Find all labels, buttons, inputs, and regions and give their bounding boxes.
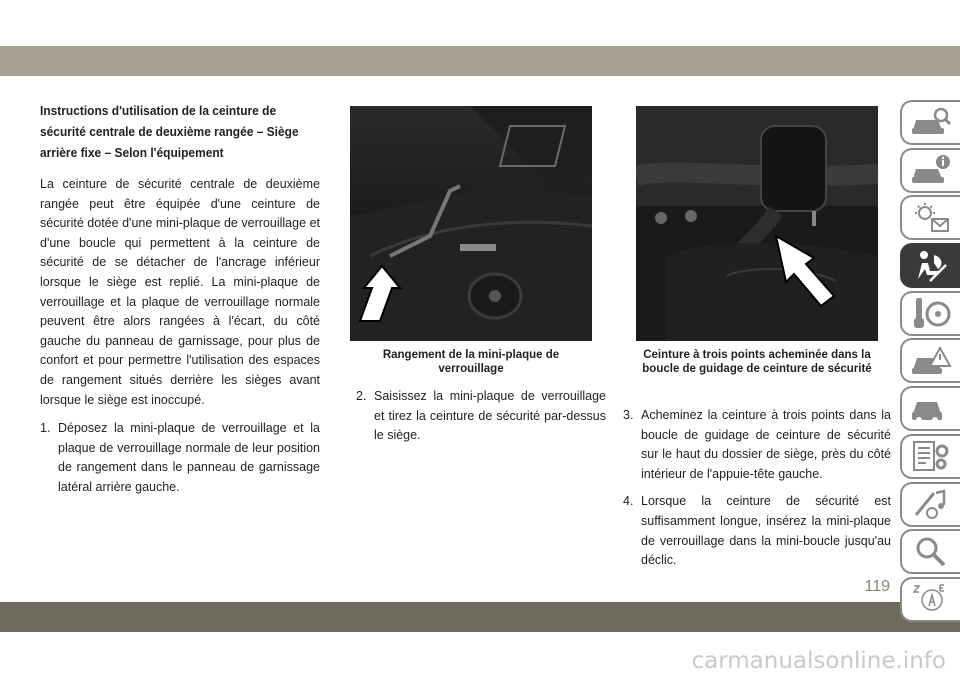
step-text: Acheminez la ceinture à trois points dans la boucle de guidage de ceinture de sécurité sur le haut du dossier de siège, près du côté intérieur de l'appuie-tête gauche. bbox=[641, 408, 891, 481]
language-alphabet-icon bbox=[910, 582, 952, 616]
step-number: 2. bbox=[356, 389, 367, 403]
tab-starting-and-operating[interactable] bbox=[900, 291, 960, 336]
step-text: Saisissez la mini-plaque de verrouillage et tirez la ceinture de sécurité par-dessus le siège. bbox=[374, 389, 606, 443]
step-item bbox=[40, 419, 320, 497]
tab-servicing-and-maintenance[interactable] bbox=[900, 386, 960, 431]
tab-in-case-of-emergency[interactable] bbox=[900, 338, 960, 383]
watermark: carmanualsonline.info bbox=[691, 648, 946, 674]
trunk-panel-illustration bbox=[350, 106, 592, 341]
seat-airbag-icon bbox=[910, 249, 952, 283]
tab-instrument-panel[interactable] bbox=[900, 195, 960, 240]
car-magnifier-icon bbox=[910, 106, 952, 140]
index-magnifier-icon bbox=[910, 535, 952, 569]
warning-light-message-icon bbox=[910, 201, 952, 235]
step-text: Déposez la mini-plaque de verrouillage et la plaque de verrouillage normale de leur position de rangement dans le panneau de garnissage latéral arrière gauche. bbox=[58, 421, 320, 494]
multimedia-music-icon bbox=[910, 487, 952, 521]
tab-safety[interactable] bbox=[900, 243, 960, 288]
step-number: 3. bbox=[623, 408, 634, 422]
step-text: Lorsque la ceinture de sécurité est suffisamment longue, insérez la mini-plaque de verrouillage dans la mini-boucle jusqu'au déclic. bbox=[641, 494, 891, 568]
step-number: 4. bbox=[623, 494, 634, 509]
tab-index[interactable] bbox=[900, 529, 960, 574]
figure-caption-1: Rangement de la mini-plaque de verrouillage bbox=[382, 349, 560, 375]
steps-list-3 bbox=[623, 406, 891, 579]
seat-belt-guide-illustration bbox=[636, 106, 878, 341]
header-band bbox=[0, 46, 960, 76]
car-info-icon bbox=[910, 153, 952, 187]
step-item bbox=[623, 406, 891, 484]
steps-list-1 bbox=[40, 419, 320, 497]
footer-band bbox=[0, 602, 960, 632]
step-item bbox=[356, 387, 606, 446]
page-number: 119 bbox=[864, 578, 890, 595]
tab-getting-started[interactable] bbox=[900, 148, 960, 193]
car-wrench-icon bbox=[910, 392, 952, 426]
left-column bbox=[40, 100, 320, 506]
key-steering-wheel-icon bbox=[910, 296, 952, 330]
intro-paragraph: La ceinture de sécurité centrale de deuxième rangée peut être équipée d'une ceinture de sécurité dotée d'une mini-plaque de verrouillage et d'une boucle qui permettent à la ceinture de sécurité de se détacher de l'ancrage inférieur lorsque le siège est replié. La mini-plaque de verrouillage et la plaque de verrouillage normale peuvent être alors rangées à l'écart, du côté gauche du panneau de garnissage, pour plus de confort et pour permettre l'utilisation des espaces de rangement situés derrière les sièges avant lorsque le siège est inoccupé. bbox=[40, 177, 320, 407]
chapter-tabs bbox=[900, 100, 960, 625]
steps-list-2 bbox=[356, 387, 606, 454]
trunk-panel-photo bbox=[350, 106, 592, 341]
step-item bbox=[623, 492, 891, 570]
tab-getting-to-know-vehicle[interactable] bbox=[900, 100, 960, 145]
tab-multimedia[interactable] bbox=[900, 482, 960, 527]
tab-technical-specifications[interactable] bbox=[900, 434, 960, 479]
section-title: Instructions d'utilisation de la ceinture de sécurité centrale de deuxième rangée – Siège arrière fixe – Selon l'équipement bbox=[40, 103, 299, 160]
step-number: 1. bbox=[40, 421, 51, 436]
figure-caption-2: Ceinture à trois points acheminée dans la boucle de guidage de ceinture de sécurité bbox=[642, 349, 872, 375]
tab-languages[interactable] bbox=[900, 577, 960, 622]
car-warning-icon bbox=[910, 344, 952, 378]
specifications-gears-icon bbox=[910, 439, 952, 473]
seat-belt-guide-photo bbox=[636, 106, 878, 341]
